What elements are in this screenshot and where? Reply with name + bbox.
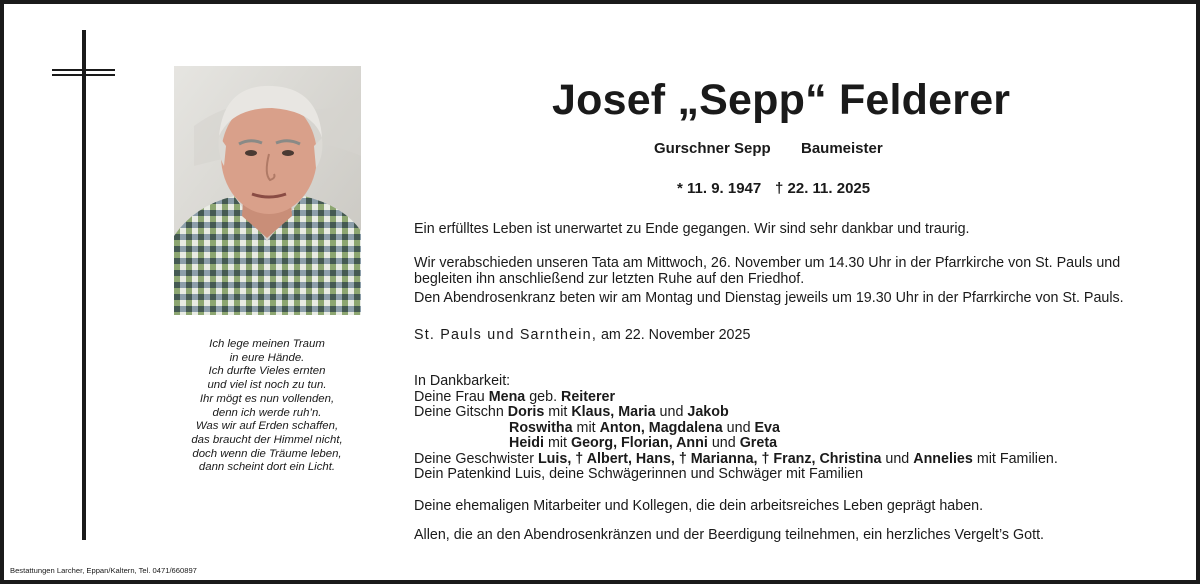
- colleagues-text: Deine ehemaligen Mitarbeiter und Kollegen, die dein arbeitsreiches Leben geprägt haben.: [414, 498, 984, 514]
- cross-vertical-bar: [82, 30, 86, 540]
- poem-line: und viel ist noch zu tun.: [207, 379, 327, 392]
- deceased-name: Josef „Sepp“ Felderer: [552, 76, 1011, 124]
- mourner-children: Roswitha mit Anton, Magdalena und Eva: [509, 419, 780, 436]
- funeral-home-credit: Bestattungen Larcher, Eppan/Kaltern, Tel. 0471/660897: [10, 566, 197, 575]
- mourner-wife: Deine Frau Mena geb. Reiterer: [414, 388, 616, 405]
- place: St. Pauls und Sarnthein,: [414, 327, 597, 343]
- poem-line: Was wir auf Erden schaffen,: [195, 420, 339, 433]
- date: am 22. November 2025: [600, 327, 751, 343]
- cross-horizontal-bar-bottom: [52, 74, 115, 76]
- mourner-children: Deine Gitschn Doris mit Klaus, Maria und Jakob: [414, 404, 729, 420]
- portrait-photo: [174, 66, 361, 315]
- mourners-list: [414, 374, 1058, 483]
- nickname: Gurschner Sepp: [654, 140, 771, 157]
- mourner-godchild: Dein Patenkind Luis, deine Schwägerinnen und Schwäger mit Familien: [414, 466, 864, 482]
- mourner-children: Heidi mit Georg, Florian, Anni und Greta: [509, 435, 778, 451]
- poem-line: doch wenn die Träume leben,: [192, 447, 342, 460]
- poem-line: Ich durfte Vieles ernten: [208, 365, 326, 378]
- intro-text: Ein erfülltes Leben ist unerwartet zu Ende gegangen. Wir sind sehr dankbar und traurig.: [414, 221, 970, 237]
- poem-line: das braucht der Himmel nicht,: [191, 433, 343, 446]
- funeral-info-line: Wir verabschieden unseren Tata am Mittwoch, 26. November um 14.30 Uhr in der Pfarrkirche von St. Pauls und: [414, 255, 1121, 271]
- poem-line: Ich lege meinen Traum: [209, 338, 325, 350]
- thanks-text: Allen, die an den Abendrosenkränzen und der Beerdigung teilnehmen, ein herzliches Vergelt’s Gott.: [414, 527, 1045, 543]
- mourner-siblings: Deine Geschwister Luis, † Albert, Hans, † Marianna, † Franz, Christina und Annelies mit Familien.: [414, 450, 1058, 467]
- place-date: [414, 327, 750, 343]
- poem-line: in eure Hände.: [229, 351, 305, 364]
- birth-date: * 11. 9. 1947: [677, 180, 762, 197]
- poem-line: dann scheint dort ein Licht.: [198, 461, 336, 474]
- rosary-info: Den Abendrosenkranz beten wir am Montag und Dienstag jeweils um 19.30 Uhr in der Pfarrkirche von St. Pauls.: [414, 290, 1124, 306]
- poem-line: denn ich werde ruh’n.: [212, 406, 322, 419]
- funeral-info-line: begleiten ihn anschließend zur letzten Ruhe auf den Friedhof.: [414, 271, 805, 287]
- profession: Baumeister: [801, 140, 883, 157]
- death-date: † 22. 11. 2025: [775, 180, 871, 197]
- poem-line: Ihr mögt es nun vollenden,: [199, 392, 335, 405]
- poem: [160, 338, 374, 475]
- cross-horizontal-bar-top: [52, 69, 115, 71]
- mourners-heading: In Dankbarkeit:: [414, 373, 511, 389]
